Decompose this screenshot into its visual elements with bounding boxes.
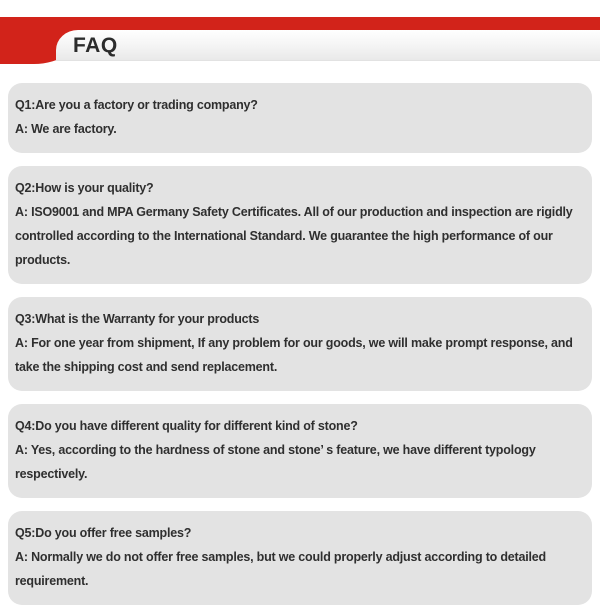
question-text: Q3:What is the Warranty for your products (15, 312, 260, 326)
question-text: Q1:Are you a factory or trading company? (15, 98, 258, 112)
question-text: Q2:How is your quality? (15, 181, 154, 195)
faq-item (8, 166, 592, 284)
faq-item (8, 83, 592, 153)
faq-list (8, 83, 592, 605)
answer-text: A: ISO9001 and MPA Germany Safety Certificates. All of our production and inspection are rigidly controlled according to the International Standard. We guarantee the high performance of our products. (15, 205, 573, 267)
page-title: FAQ (73, 33, 118, 57)
header-title-strip (56, 30, 600, 61)
answer-text: A: Normally we do not offer free samples, but we could properly adjust according to detailed requirement. (15, 550, 546, 588)
faq-item (8, 404, 592, 498)
question-text: Q4:Do you have different quality for different kind of stone? (15, 419, 358, 433)
faq-item (8, 511, 592, 605)
answer-text: A: Yes, according to the hardness of stone and stone’ s feature, we have different typology respectively. (15, 443, 536, 481)
faq-item (8, 297, 592, 391)
answer-text: A: We are factory. (15, 122, 117, 136)
question-text: Q5:Do you offer free samples? (15, 526, 192, 540)
answer-text: A: For one year from shipment, If any problem for our goods, we will make prompt response, and take the shipping cost and send replacement. (15, 336, 573, 374)
faq-section-header (0, 0, 600, 62)
header-red-bar (0, 17, 600, 31)
